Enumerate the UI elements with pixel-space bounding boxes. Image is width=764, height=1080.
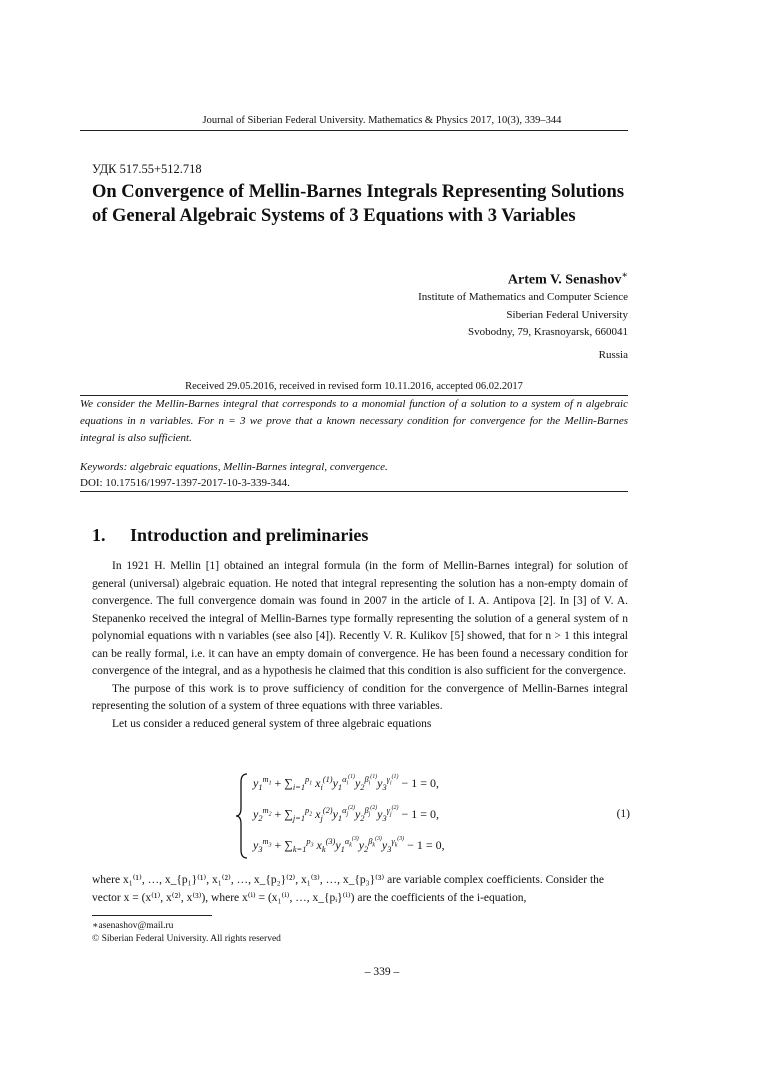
author-name: Artem V. Senashov∗ [507,270,628,288]
paragraph: In 1921 H. Mellin [1] obtained an integral formula (in the form of Mellin-Barnes integral) for solution of general (universal) algebraic equation. He noted that integral representing the solution has a non-empty domain of convergence. The full convergence domain was found in 2007 in the article of I. A. Antipova [2]. In [3] of V. A. Stepanenko received the integral of Mellin-Barnes type formally representing the solution of a general system of n polynomial equations with n variables (see also [4]). Recently V. R. Kulikov [5] showed, that for n > 1 this integral can be really formal, i.e. it can have an empty domain of convergence. He has been found a necessary condition for convergence of the integral, and as a hypothesis he claimed that this condition is also sufficient for the convergence. [92,560,628,677]
affiliation-line: Siberian Federal University [506,308,628,321]
equation-system [235,772,630,862]
author-affiliation [418,289,628,364]
footnote-rule [92,915,212,916]
doi: DOI: 10.17516/1997-1397-2017-10-3-339-344. [80,477,290,489]
text-line: vector x = (x⁽¹⁾, x⁽²⁾, x⁽³⁾), where x⁽ⁱ⁾ = (x₁⁽ⁱ⁾, …, x_{pᵢ}⁽ⁱ⁾) are the coefficients of the i-equation, [92,891,527,904]
abstract-bottom-rule [80,491,628,492]
equation-line-1: $y_1^{m_1} + \sum_{i=1}^{p_1}$ $x_i^{(1)}y_1^{\alpha_i^{(1)}}y_2^{\beta_i^{(1)}}y_3^{\gamma_i^{(1)}} - 1 = 0$, [253,774,439,793]
keywords-block [80,459,628,491]
intro-text [92,558,628,733]
paragraph: The purpose of this work is to prove sufficiency of condition for the convergence of Mellin-Barnes integral representing the solution of a system of three equations with three variables. [92,682,628,712]
footnote-copyright: © Siberian Federal University. All rights reserved [92,934,281,944]
post-equation-text [92,872,628,907]
affiliation-line: Svobodny, 79, Krasnoyarsk, 660041 [468,326,628,338]
equation-line-2: $y_2^{m_2} + \sum_{j=1}^{p_2}$ $x_j^{(2)}y_1^{\alpha_j^{(2)}}y_2^{\beta_j^{(2)}}y_3^{\gamma_j^{(2)}} - 1 = 0$, [253,805,439,824]
received-dates: Received 29.05.2016, received in revised form 10.11.2016, accepted 06.02.2017 [185,381,523,392]
affiliation-line: Russia [598,348,628,361]
equation-number: (1) [616,808,630,820]
keywords-line: Keywords: algebraic equations, Mellin-Barnes integral, convergence. [80,461,388,473]
affiliation-line: Institute of Mathematics and Computer Science [418,291,628,303]
text-line: where x₁⁽¹⁾, …, x_{p₁}⁽¹⁾, x₁⁽²⁾, …, x_{p₂}⁽²⁾, x₁⁽³⁾, …, x_{p₃}⁽³⁾ are variable complex coefficients. Consider the [92,874,605,886]
paragraph: Let us consider a reduced general system of three algebraic equations [112,717,432,730]
page-number: – 339 – [364,966,400,978]
udk-code: УДК 517.55+512.718 [92,162,202,176]
paper-title: On Convergence of Mellin-Barnes Integrals Representing Solutions of General Algebraic Systems of 3 Equations with 3 Variables [92,182,625,226]
header-rule [80,130,628,131]
section-heading: 1. Introduction and preliminaries [92,525,369,545]
left-brace-icon [235,772,249,860]
abstract: We consider the Mellin-Barnes integral that corresponds to a monomial function of a solution to a system of n algebraic equations in n variables. For n = 3 we prove that a known necessary condition for convergence for the Mellin-Barnes integral is also sufficient. [80,398,628,444]
journal-header: Journal of Siberian Federal University. Mathematics & Physics 2017, 10(3), 339–344 [202,115,562,126]
footnote-email: ∗asenashov@mail.ru [92,921,174,931]
equation-line-3: $y_3^{m_3} + \sum_{k=1}^{p_3}$ $x_k^{(3)}y_1^{\alpha_k^{(3)}}y_2^{\beta_k^{(3)}}y_3^{\gamma_k^{(3)}} - 1 = 0$, [253,836,445,855]
